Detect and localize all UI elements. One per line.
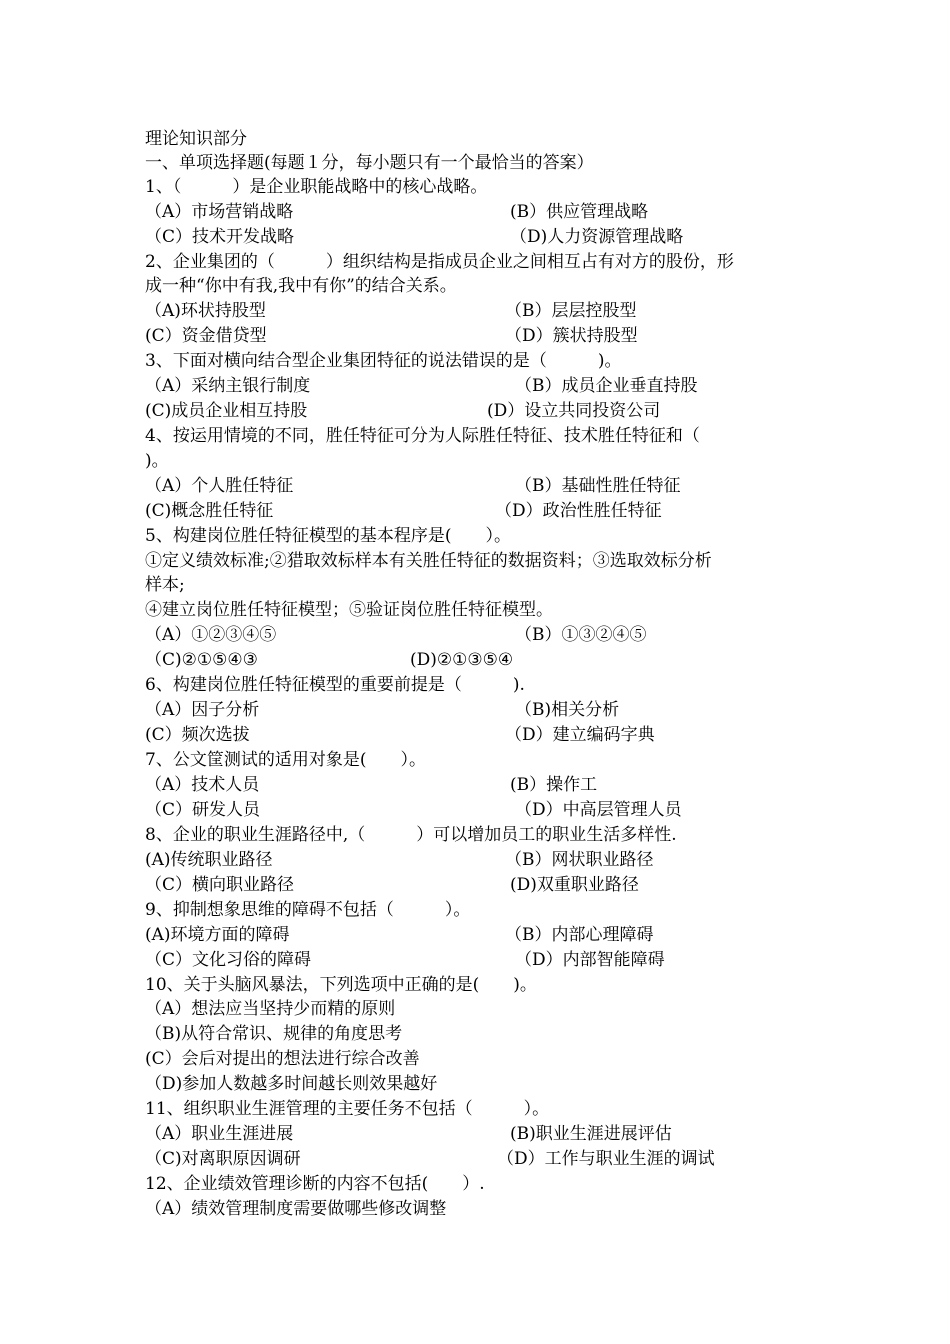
q8-option-c: （C）横向职业路径 <box>145 875 295 895</box>
q1-option-c: （C）技术开发战略 <box>145 227 295 247</box>
section-heading: 一、单项选择题(每题１分，每小题只有一个最恰当的答案） <box>145 153 594 173</box>
q2-option-b: （B）层层控股型 <box>505 301 637 321</box>
q11-option-a: （A）职业生涯进展 <box>145 1124 294 1144</box>
q5-option-d: (D)②①③⑤④ <box>410 650 514 670</box>
q3-option-d: (D）设立共同投资公司 <box>487 401 661 421</box>
q12-option-a: （A）绩效管理制度需要做哪些修改调整 <box>145 1199 447 1219</box>
q3-option-a: （A）采纳主银行制度 <box>145 376 311 396</box>
q4-option-b: （B）基础性胜任特征 <box>515 476 681 496</box>
q2-option-a: （A)环状持股型 <box>145 301 266 321</box>
question-12: 12、企业绩效管理诊断的内容不包括( ）. <box>145 1174 485 1194</box>
q10-option-b: （B)从符合常识、规律的角度思考 <box>145 1024 403 1044</box>
q8-option-a: (A)传统职业路径 <box>145 850 273 870</box>
q7-option-d: （D）中高层管理人员 <box>515 800 682 820</box>
question-5-step-2: ④建立岗位胜任特征模型；⑤验证岗位胜任特征模型。 <box>145 600 553 620</box>
question-4: 4、按运用情境的不同，胜任特征可分为人际胜任特征、技术胜任特征和（ <box>145 426 700 446</box>
q4-option-c: (C)概念胜任特征 <box>145 501 274 521</box>
q7-option-c: （C）研发人员 <box>145 800 261 820</box>
question-6: 6、构建岗位胜任特征模型的重要前提是（ ). <box>145 675 525 695</box>
question-2-cont: 成一种“你中有我,我中有你”的结合关系。 <box>145 276 457 296</box>
q5-option-a: （A）①②③④⑤ <box>145 625 277 645</box>
q5-option-c: （C)②①⑤④③ <box>145 650 258 670</box>
q10-option-c: (C）会后对提出的想法进行综合改善 <box>145 1049 420 1069</box>
q4-option-a: （A）个人胜任特征 <box>145 476 294 496</box>
q9-option-a: (A)环境方面的障碍 <box>145 925 290 945</box>
section-title: 理论知识部分 <box>145 129 247 149</box>
q2-option-d: （D）簇状持股型 <box>505 326 638 346</box>
q8-option-b: （B）网状职业路径 <box>505 850 654 870</box>
q3-option-b: （B）成员企业垂直持股 <box>515 376 698 396</box>
question-1: 1、（ ）是企业职能战略中的核心战略。 <box>145 177 488 197</box>
q5-option-b: （B）①③②④⑤ <box>515 625 647 645</box>
q1-option-d: （D)人力资源管理战略 <box>510 227 684 247</box>
q9-option-b: （B）内部心理障碍 <box>505 925 654 945</box>
q3-option-c: (C)成员企业相互持股 <box>145 401 308 421</box>
question-5-step-1-cont: 样本; <box>145 575 185 595</box>
q6-option-d: （D）建立编码字典 <box>505 725 655 745</box>
q6-option-b: （B)相关分析 <box>515 700 620 720</box>
q9-option-c: （C）文化习俗的障碍 <box>145 950 312 970</box>
q4-option-d: （D）政治性胜任特征 <box>495 501 662 521</box>
q8-option-d: (D)双重职业路径 <box>510 875 639 895</box>
q7-option-a: （A）技术人员 <box>145 775 260 795</box>
question-11: 11、组织职业生涯管理的主要任务不包括（ ）。 <box>145 1099 550 1119</box>
question-9: 9、抑制想象思维的障碍不包括（ ）。 <box>145 900 471 920</box>
q6-option-a: （A）因子分析 <box>145 700 260 720</box>
q10-option-d: （D)参加人数越多时间越长则效果越好 <box>145 1074 438 1094</box>
question-3: 3、下面对横向结合型企业集团特征的说法错误的是（ )。 <box>145 351 622 371</box>
q7-option-b: (B）操作工 <box>510 775 598 795</box>
q10-option-a: （A）想法应当坚持少而精的原则 <box>145 999 396 1019</box>
question-5-step-1: ①定义绩效标准;②猎取效标样本有关胜任特征的数据资料；③选取效标分析 <box>145 551 712 571</box>
q6-option-c: (C）频次选拔 <box>145 725 250 745</box>
q1-option-a: （A）市场营销战略 <box>145 202 294 222</box>
question-4-cont: )。 <box>145 451 169 471</box>
q11-option-c: （C)对离职原因调研 <box>145 1149 301 1169</box>
q2-option-c: (C）资金借贷型 <box>145 326 267 346</box>
question-8: 8、企业的职业生涯路径中,（ ）可以增加员工的职业生活多样性. <box>145 825 677 845</box>
question-2: 2、企业集团的（ ）组织结构是指成员企业之间相互占有对方的股份，形 <box>145 252 734 272</box>
question-7: 7、公文筐测试的适用对象是( ）。 <box>145 750 426 770</box>
question-5: 5、构建岗位胜任特征模型的基本程序是( ）。 <box>145 526 511 546</box>
question-10: 10、关于头脑风暴法，下列选项中正确的是( )。 <box>145 975 537 995</box>
q11-option-d: （D）工作与职业生涯的调试 <box>497 1149 715 1169</box>
q11-option-b: (B)职业生涯进展评估 <box>510 1124 672 1144</box>
q9-option-d: （D）内部智能障碍 <box>515 950 665 970</box>
q1-option-b: (B）供应管理战略 <box>510 202 649 222</box>
